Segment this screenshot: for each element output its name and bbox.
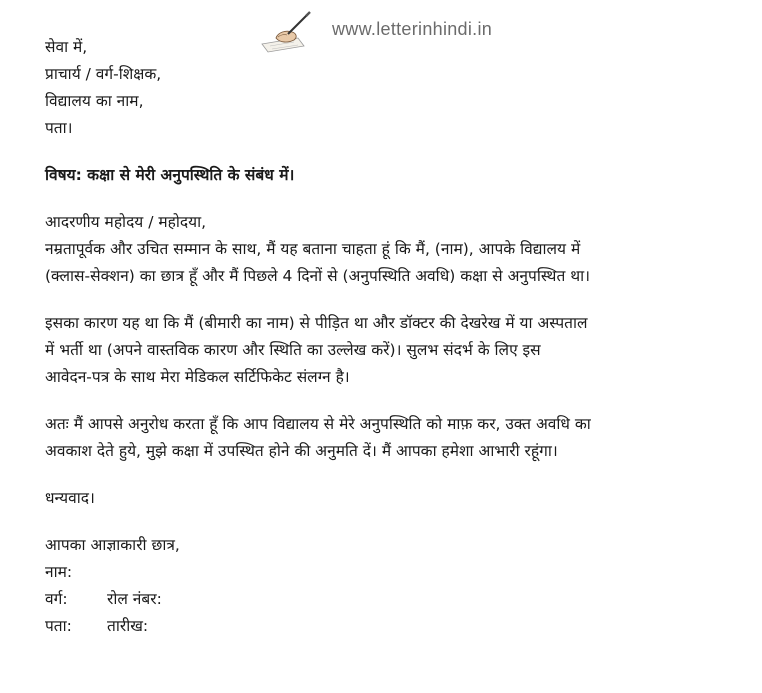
name-label: नाम: <box>45 563 73 581</box>
class-label: वर्ग: <box>45 590 68 608</box>
address-date-row <box>45 613 745 640</box>
letter-subject: विषय: कक्षा से मेरी अनुपस्थिति के संबंध में। <box>45 166 295 184</box>
address-label: पता: <box>45 617 72 635</box>
date-label: तारीख: <box>107 617 149 635</box>
thanks-line: धन्यवाद। <box>45 489 95 507</box>
signature-block <box>45 532 745 640</box>
address-line: प्राचार्य / वर्ग-शिक्षक, <box>45 65 162 83</box>
address-line: सेवा में, <box>45 38 88 56</box>
paragraph-line: (क्लास-सेक्शन) का छात्र हूँ और मैं पिछले 4 दिनों से (अनुपस्थिति अवधि) कक्षा से अनुपस्थित था। <box>45 267 591 285</box>
address-line: विद्यालय का नाम, <box>45 92 144 110</box>
closing-line: आपका आज्ञाकारी छात्र, <box>45 536 180 554</box>
paragraph-reason <box>45 310 745 391</box>
paragraph-line: में भर्ती था (अपने वास्तविक कारण और स्थिति का उल्लेख करें)। सुलभ संदर्भ के लिए इस <box>45 341 541 359</box>
paragraph-line: आवेदन-पत्र के साथ मेरा मेडिकल सर्टिफिकेट संलग्न है। <box>45 368 350 386</box>
salutation: आदरणीय महोदय / महोदया, <box>45 213 207 231</box>
paragraph-line: अतः मैं आपसे अनुरोध करता हूँ कि आप विद्यालय से मेरे अनुपस्थिति को माफ़ कर, उक्त अवधि का <box>45 415 591 433</box>
paragraph-line: नम्रतापूर्वक और उचित सम्मान के साथ, मैं यह बताना चाहता हूं कि मैं, (नाम), आपके विद्यालय में <box>45 240 581 258</box>
paragraph-line: इसका कारण यह था कि मैं (बीमारी का नाम) से पीड़ित था और डॉक्टर की देखरेख में या अस्पताल <box>45 314 588 332</box>
address-line: पता। <box>45 119 73 137</box>
paragraph-introduction <box>45 236 745 290</box>
letter-body <box>45 34 745 640</box>
site-url: www.letterinhindi.in <box>332 18 493 39</box>
roll-number-label: रोल नंबर: <box>107 590 162 608</box>
recipient-address <box>45 34 745 142</box>
class-roll-row <box>45 586 745 613</box>
paragraph-line: अवकाश देते हुये, मुझे कक्षा में उपस्थित होने की अनुमति दें। मैं आपका हमेशा आभारी रहूंगा। <box>45 442 558 460</box>
paragraph-request <box>45 411 745 465</box>
